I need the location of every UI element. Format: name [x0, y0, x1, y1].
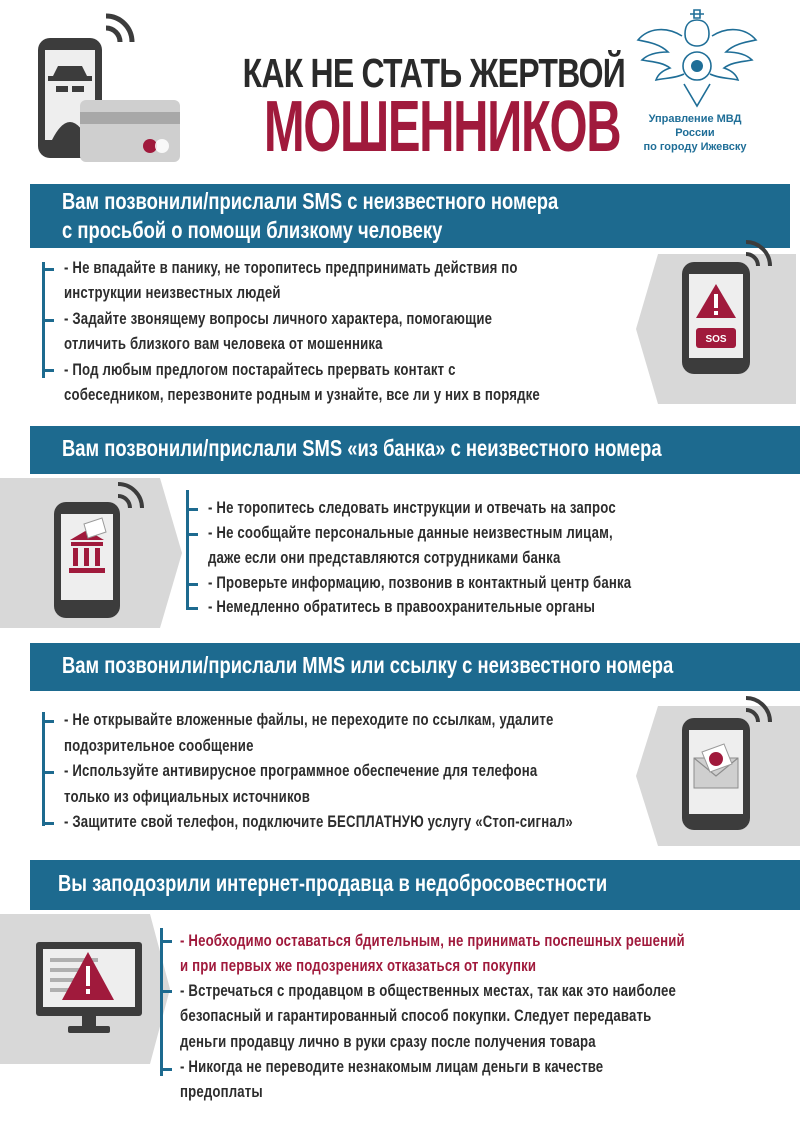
bullet-tick — [160, 1068, 172, 1071]
bullet-tick — [42, 822, 54, 825]
ministry-line-1: Управление МВД — [648, 113, 742, 125]
bank-phone-icon — [44, 482, 144, 622]
bullet-line: - Проверьте информацию, позвонив в контактный центр банка — [208, 574, 632, 592]
bullet-line: инструкции неизвестных людей — [64, 284, 281, 302]
bullet-tick — [42, 268, 54, 271]
bullet-line: деньги продавцу лично в руки сразу после получения товара — [180, 1033, 596, 1051]
bullet-line: - Под любым предлогом постарайтесь прервать контакт с — [64, 361, 456, 379]
bullet-line: безопасный и гарантированный способ покупки. Следует передавать — [180, 1007, 652, 1025]
bullet-tick — [42, 771, 54, 774]
bullet-tick — [160, 990, 172, 993]
ministry-caption — [610, 112, 780, 154]
bullet-tick — [186, 607, 198, 610]
bullet-tick — [42, 720, 54, 723]
ministry-line-2: России — [675, 127, 715, 139]
bullet-line: - Задайте звонящему вопросы личного характера, помогающие — [64, 310, 493, 328]
section-title: Вы заподозрили интернет-продавца в недобросовестности — [58, 870, 608, 896]
ministry-line-3: по городу Ижевску — [643, 141, 747, 153]
bullet-tick — [186, 583, 198, 586]
section-title: Вам позвонили/прислали SMS с неизвестного номера — [62, 188, 559, 214]
bullet-line: - Не торопитесь следовать инструкции и отвечать на запрос — [208, 499, 616, 517]
bullet-line: - Защитите свой телефон, подключите БЕСПЛАТНУЮ услугу «Стоп-сигнал» — [64, 813, 573, 831]
bullet-tick — [42, 319, 54, 322]
bullet-tick — [186, 508, 198, 511]
bullet-line-warning: - Необходимо оставаться бдительным, не принимать поспешных решений — [180, 932, 685, 950]
section-title: Вам позвонили/прислали MMS или ссылку с неизвестного номера — [62, 652, 674, 678]
spy-phone-icon — [28, 8, 186, 168]
warning-monitor-icon — [34, 940, 144, 1036]
bullet-line: - Не сообщайте персональные данные неизвестным лицам, — [208, 524, 613, 542]
section-band — [30, 426, 800, 474]
bullet-line: отличить близкого вам человека от мошенника — [64, 335, 383, 353]
section-band — [30, 860, 800, 910]
mms-phone-icon — [672, 692, 772, 842]
section-band — [30, 643, 800, 691]
bracket — [160, 928, 170, 1076]
mvd-emblem-icon — [632, 6, 762, 114]
bullet-line: только из официальных источников — [64, 788, 311, 806]
bullet-line: - Используйте антивирусное программное обеспечение для телефона — [64, 762, 538, 780]
sos-phone-icon — [672, 236, 772, 386]
bullet-line: предоплаты — [180, 1083, 263, 1101]
title-top: КАК НЕ СТАТЬ ЖЕРТВОЙ — [242, 50, 625, 96]
bullet-line: даже если они представляются сотрудниками банка — [208, 549, 561, 567]
bullet-line: собеседником, перезвоните родным и узнайте, все ли у них в порядке — [64, 386, 540, 404]
bullet-line: - Не открывайте вложенные файлы, не переходите по ссылкам, удалите — [64, 711, 554, 729]
bullet-line: - Не впадайте в панику, не торопитесь предпринимать действия по — [64, 259, 518, 277]
bullet-line: подозрительное сообщение — [64, 737, 254, 755]
bullet-line-warning: и при первых же подозрениях отказаться от покупки — [180, 957, 537, 975]
bracket — [42, 712, 52, 826]
bullet-line: - Немедленно обратитесь в правоохранительные органы — [208, 598, 596, 616]
sos-label: SOS — [705, 334, 727, 345]
bullet-line: - Никогда не переводите незнакомым лицам деньги в качестве — [180, 1058, 604, 1076]
bullet-tick — [42, 369, 54, 372]
bullet-line: - Встречаться с продавцом в общественных местах, так как это наиболее — [180, 982, 677, 1000]
section-title-line-2: с просьбой о помощи близкому человеку — [62, 217, 443, 243]
bullet-tick — [160, 940, 172, 943]
page-title: МОШЕННИКОВ — [263, 87, 621, 167]
section-title: Вам позвонили/прислали SMS «из банка» с неизвестного номера — [62, 435, 662, 461]
bullet-tick — [186, 533, 198, 536]
